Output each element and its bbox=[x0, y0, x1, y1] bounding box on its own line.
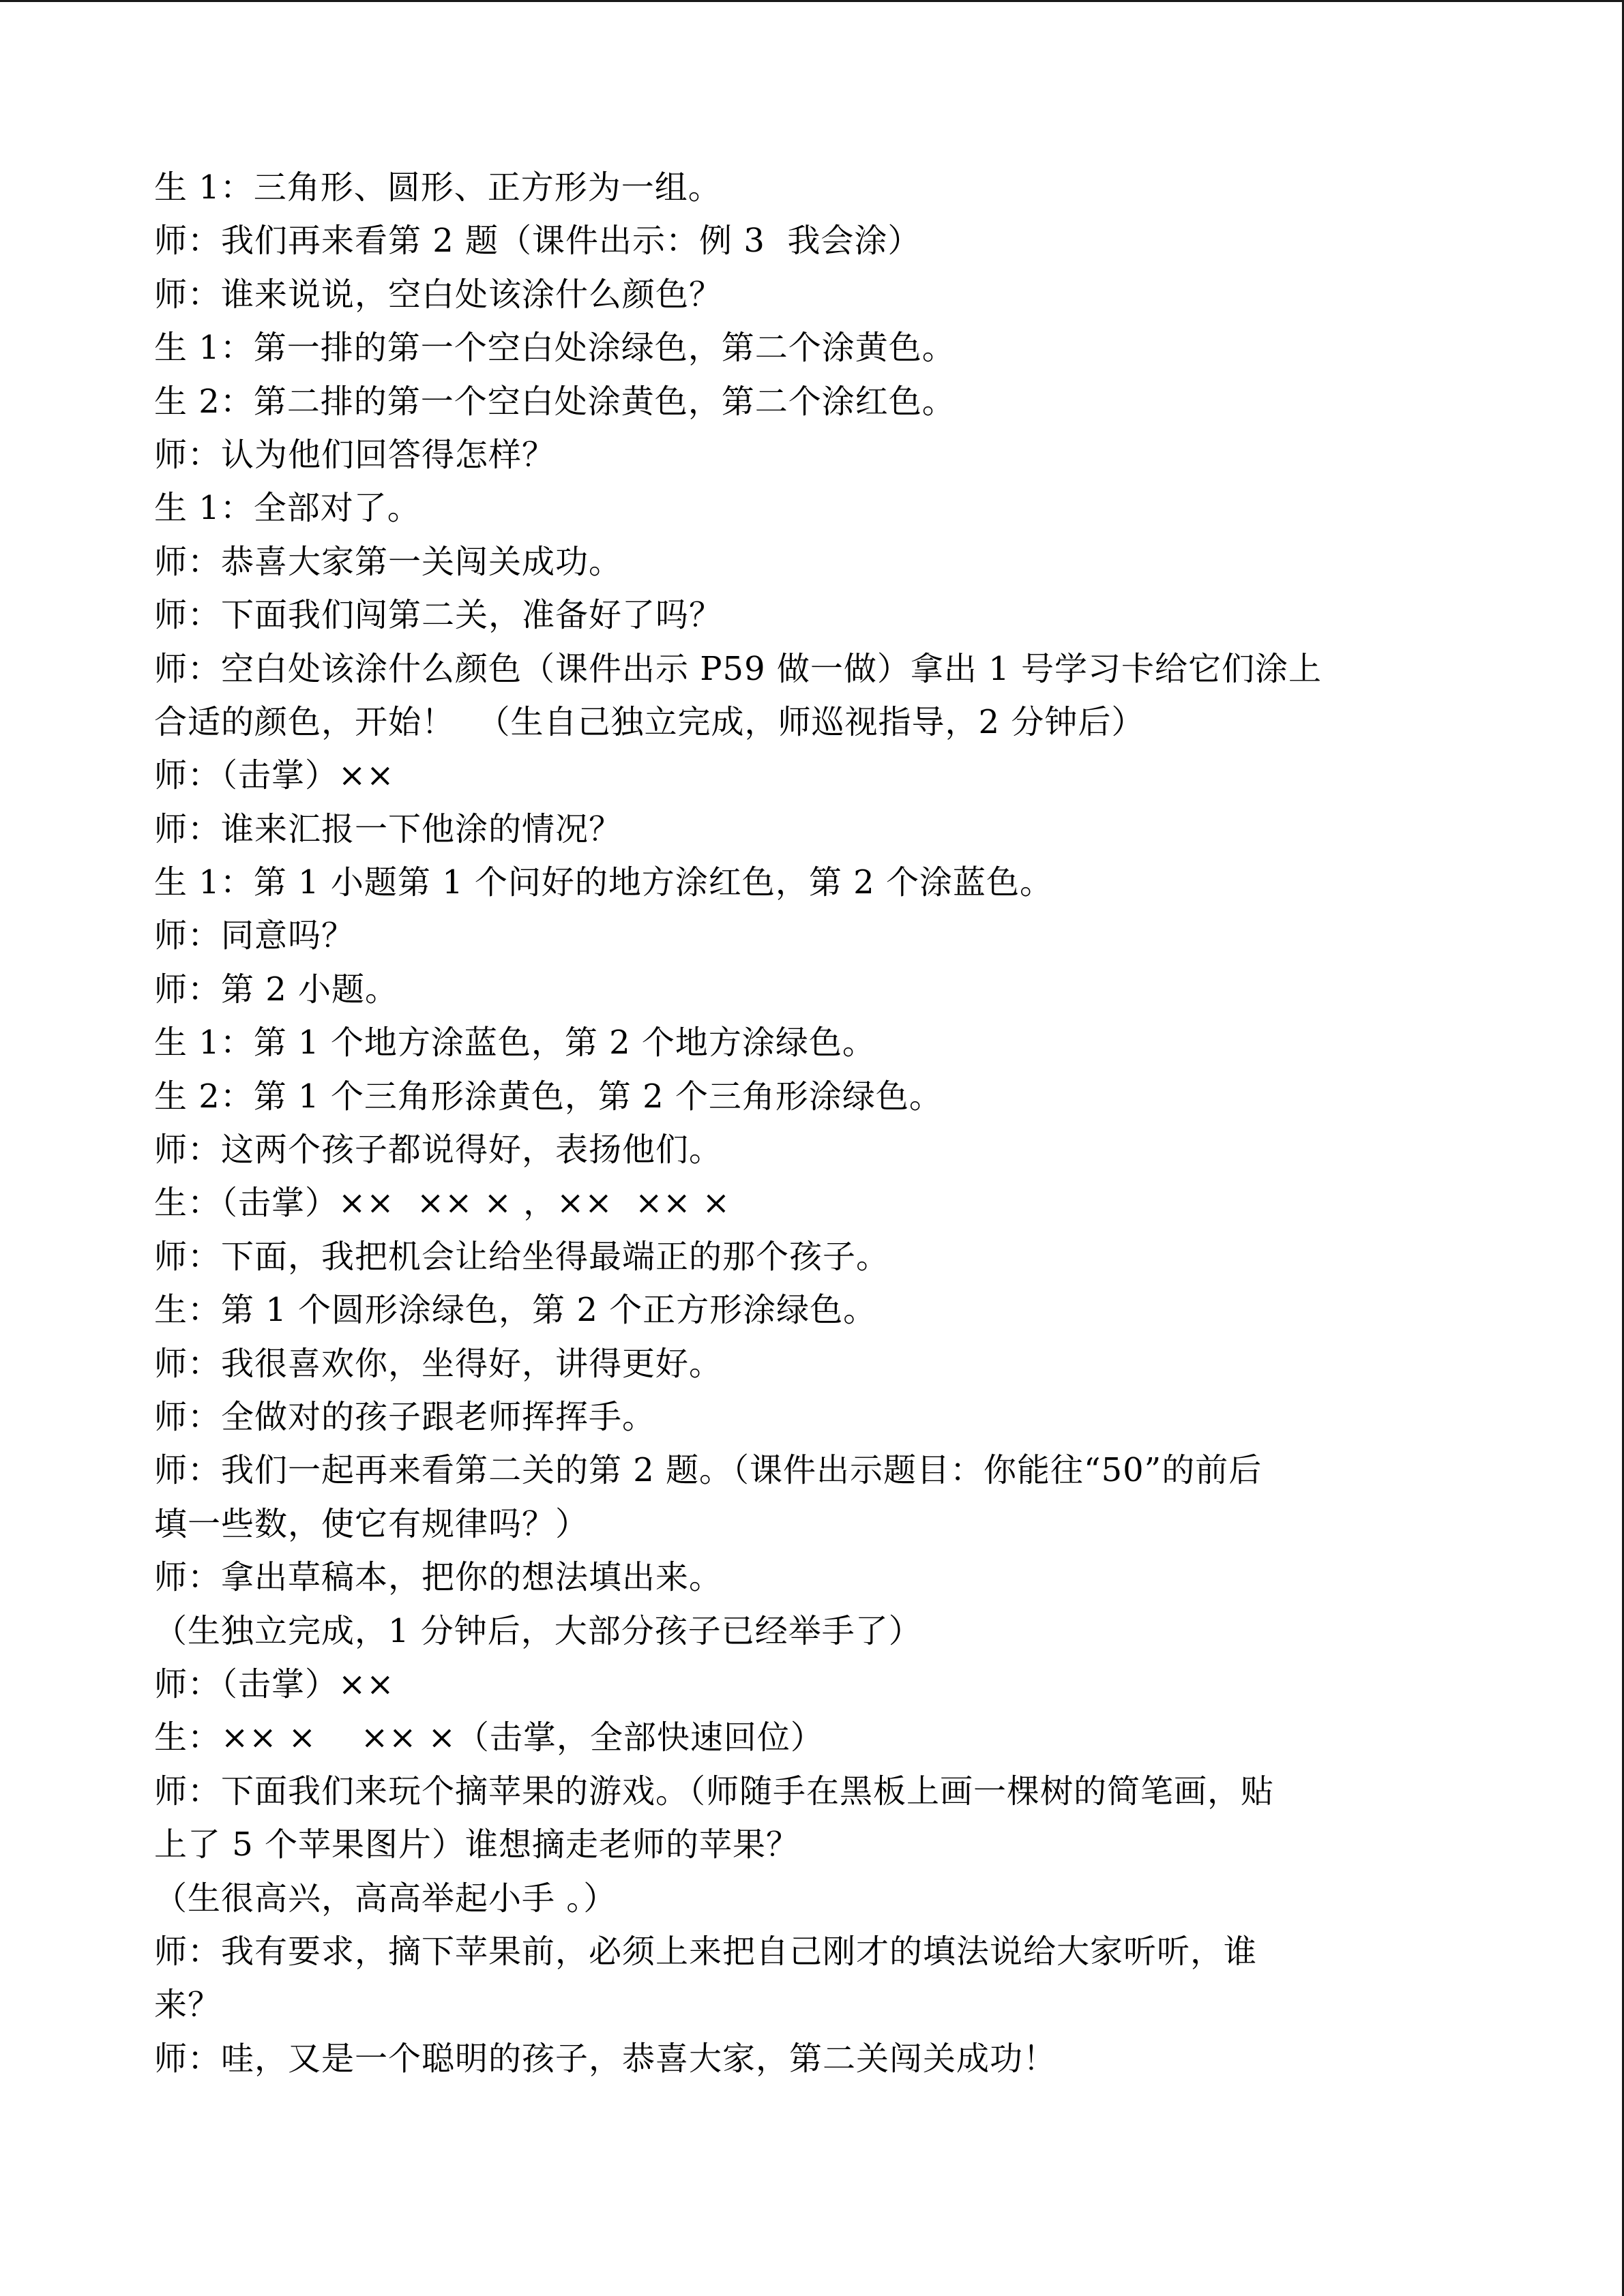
text-line: 师：恭喜大家第一关闯关成功。 bbox=[154, 542, 623, 581]
text-line: （生很高兴，高高举起小手 。） bbox=[154, 1879, 617, 1918]
text-line: 师：（击掌）×× bbox=[154, 1665, 395, 1703]
text-line: 师：全做对的孩子跟老师挥挥手。 bbox=[154, 1397, 656, 1436]
text-line: 生：（击掌）×× ×× × ，×× ×× × bbox=[154, 1184, 730, 1223]
text-line: 生 1：第 1 个地方涂蓝色，第 2 个地方涂绿色。 bbox=[154, 1024, 876, 1062]
text-line: 师：我们一起再来看第二关的第 2 题。（课件出示题目：你能往“50”的前后 bbox=[154, 1451, 1263, 1490]
text-line: 师：这两个孩子都说得好，表扬他们。 bbox=[154, 1131, 723, 1169]
text-line: 师：谁来说说，空白处该涂什么颜色？ bbox=[154, 275, 723, 314]
text-line: 师：下面我们闯第二关，准备好了吗？ bbox=[154, 596, 723, 635]
text-line: 师：谁来汇报一下他涂的情况？ bbox=[154, 809, 623, 848]
text-line: （生独立完成，1 分钟后，大部分孩子已经举手了） bbox=[154, 1611, 922, 1650]
text-line: 填一些数，使它有规律吗？） bbox=[154, 1504, 589, 1543]
text-line: 师：第 2 小题。 bbox=[154, 970, 399, 1009]
text-line: 师：我有要求，摘下苹果前，必须上来把自己刚才的填法说给大家听听，谁 bbox=[154, 1932, 1258, 1971]
text-line: 生 1：全部对了。 bbox=[154, 489, 421, 528]
text-line: 生 1：三角形、圆形、正方形为一组。 bbox=[154, 168, 722, 207]
text-line: 师：同意吗？ bbox=[154, 916, 355, 955]
text-line: 师：哇，又是一个聪明的孩子，恭喜大家，第二关闯关成功！ bbox=[154, 2039, 1057, 2078]
text-line: 来？ bbox=[154, 1986, 222, 2025]
text-line: 师：拿出草稿本，把你的想法填出来。 bbox=[154, 1558, 723, 1597]
text-line: 生 2：第二排的第一个空白处涂黄色，第二个涂红色。 bbox=[154, 382, 956, 421]
text-line: 师：我们再来看第 2 题（课件出示：例 3 我会涂） bbox=[154, 222, 921, 260]
text-line: 师：空白处该涂什么颜色（课件出示 P59 做一做）拿出 1 号学习卡给它们涂上 bbox=[154, 649, 1322, 688]
text-line: 生 2：第 1 个三角形涂黄色，第 2 个三角形涂绿色。 bbox=[154, 1077, 943, 1116]
page-border-top bbox=[0, 0, 1624, 2]
document-body bbox=[154, 161, 1477, 2085]
text-line: 生：×× × ×× ×（击掌，全部快速回位） bbox=[154, 1718, 824, 1757]
text-line: 师：下面，我把机会让给坐得最端正的那个孩子。 bbox=[154, 1237, 890, 1276]
text-line: 师：下面我们来玩个摘苹果的游戏。（师随手在黑板上画一棵树的简笔画，贴 bbox=[154, 1772, 1275, 1810]
text-line: 合适的颜色，开始！ （生自己独立完成，师巡视指导，2 分钟后） bbox=[154, 702, 1145, 741]
text-line: 生 1：第 1 小题第 1 个问好的地方涂红色，第 2 个涂蓝色。 bbox=[154, 863, 1053, 902]
text-line: 上了 5 个苹果图片）谁想摘走老师的苹果？ bbox=[154, 1825, 800, 1864]
text-line: 师：认为他们回答得怎样？ bbox=[154, 435, 556, 474]
text-line: 生 1：第一排的第一个空白处涂绿色，第二个涂黄色。 bbox=[154, 329, 956, 368]
text-line: 师：我很喜欢你，坐得好，讲得更好。 bbox=[154, 1344, 723, 1383]
text-line: 生：第 1 个圆形涂绿色，第 2 个正方形涂绿色。 bbox=[154, 1291, 877, 1330]
text-line: 师：（击掌）×× bbox=[154, 756, 395, 795]
